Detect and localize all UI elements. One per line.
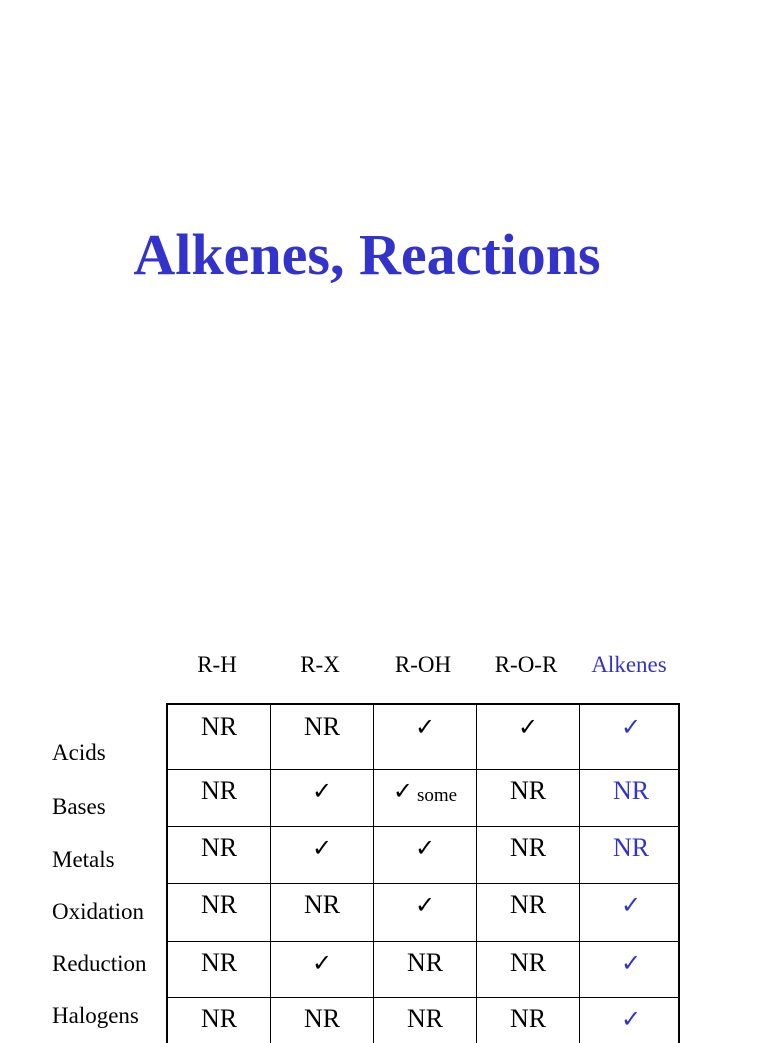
table-cell bbox=[477, 1003, 579, 1035]
table-column-divider bbox=[579, 705, 580, 1043]
table-row-divider bbox=[168, 997, 678, 998]
cell-text: NR bbox=[303, 712, 341, 741]
table-row-divider bbox=[168, 941, 678, 942]
table-cell bbox=[580, 947, 682, 979]
cell-text: NR bbox=[406, 1004, 444, 1033]
table-cell bbox=[168, 889, 270, 921]
table-cell bbox=[374, 775, 476, 812]
check-icon: ✓ bbox=[311, 777, 333, 805]
column-header: R-OH bbox=[394, 652, 452, 677]
cell-text: NR bbox=[200, 1004, 238, 1033]
cell-text: NR bbox=[406, 948, 444, 977]
row-label: Halogens bbox=[52, 1003, 139, 1028]
table-cell bbox=[477, 711, 579, 743]
cell-text: NR bbox=[509, 890, 547, 919]
row-label: Oxidation bbox=[52, 899, 144, 924]
row-label: Reduction bbox=[52, 951, 147, 976]
cell-text: NR bbox=[612, 776, 650, 805]
column-header: R-H bbox=[197, 652, 237, 677]
table-cell bbox=[580, 1003, 682, 1035]
reaction-table-grid bbox=[166, 703, 680, 1043]
check-icon: ✓ bbox=[620, 713, 642, 741]
page-title: Alkenes, Reactions bbox=[133, 222, 601, 287]
table-cell bbox=[271, 775, 373, 807]
check-icon: ✓ bbox=[414, 834, 436, 862]
check-icon: ✓ bbox=[414, 713, 436, 741]
check-icon: ✓ bbox=[414, 891, 436, 919]
cell-text: NR bbox=[509, 776, 547, 805]
cell-text: NR bbox=[200, 890, 238, 919]
table-cell bbox=[168, 775, 270, 807]
table-row-divider bbox=[168, 826, 678, 827]
table-cell bbox=[374, 889, 476, 921]
table-cell bbox=[580, 889, 682, 921]
table-row-divider bbox=[168, 769, 678, 770]
column-header: R-O-R bbox=[494, 652, 558, 677]
cell-text: NR bbox=[509, 948, 547, 977]
cell-text: NR bbox=[200, 712, 238, 741]
cell-text: NR bbox=[509, 833, 547, 862]
check-icon: ✓ bbox=[311, 834, 333, 862]
cell-text: NR bbox=[509, 1004, 547, 1033]
check-icon: ✓ bbox=[620, 1005, 642, 1033]
table-cell bbox=[477, 889, 579, 921]
table-cell bbox=[477, 832, 579, 864]
cell-text: NR bbox=[200, 776, 238, 805]
row-label: Acids bbox=[52, 740, 106, 765]
table-cell bbox=[271, 832, 373, 864]
table-cell bbox=[374, 832, 476, 864]
table-cell bbox=[580, 832, 682, 864]
cell-text: NR bbox=[303, 890, 341, 919]
table-cell bbox=[168, 1003, 270, 1035]
table-column-divider bbox=[476, 705, 477, 1043]
row-label: Metals bbox=[52, 847, 115, 872]
table-cell bbox=[580, 711, 682, 743]
column-header: Alkenes bbox=[591, 652, 667, 677]
table-cell bbox=[477, 775, 579, 807]
table-cell bbox=[271, 889, 373, 921]
table-column-divider bbox=[270, 705, 271, 1043]
check-icon: ✓ bbox=[392, 777, 413, 805]
table-row-divider bbox=[168, 883, 678, 884]
check-icon: ✓ bbox=[517, 713, 539, 741]
table-cell bbox=[580, 775, 682, 807]
table-cell bbox=[271, 1003, 373, 1035]
check-icon: ✓ bbox=[620, 949, 642, 977]
table-cell bbox=[271, 947, 373, 979]
table-cell bbox=[271, 711, 373, 743]
cell-text: NR bbox=[303, 1004, 341, 1033]
table-cell bbox=[168, 832, 270, 864]
check-icon: ✓ bbox=[311, 949, 333, 977]
table-column-divider bbox=[373, 705, 374, 1043]
cell-text: NR bbox=[612, 833, 650, 862]
table-cell bbox=[374, 1003, 476, 1035]
cell-text: NR bbox=[200, 833, 238, 862]
table-cell bbox=[168, 711, 270, 743]
column-header: R-X bbox=[300, 652, 340, 677]
table-cell bbox=[374, 711, 476, 743]
cell-text: NR bbox=[200, 948, 238, 977]
table-cell bbox=[374, 947, 476, 979]
row-label: Bases bbox=[52, 794, 106, 819]
cell-note: some bbox=[417, 785, 458, 806]
table-cell bbox=[477, 947, 579, 979]
check-icon: ✓ bbox=[620, 891, 642, 919]
table-cell bbox=[168, 947, 270, 979]
